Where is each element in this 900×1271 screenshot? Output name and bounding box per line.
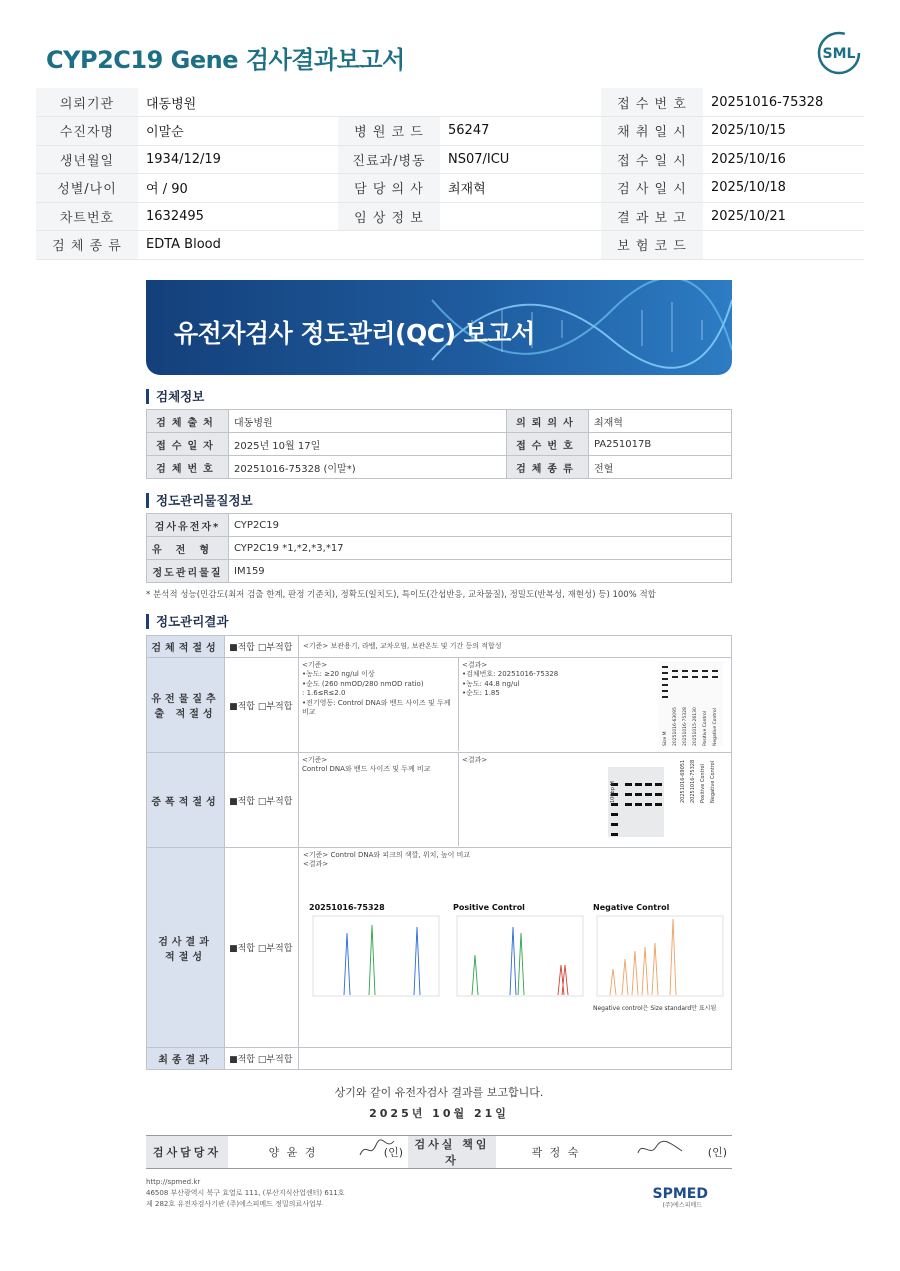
- patient-field-label: 접 수 번 호: [601, 88, 703, 117]
- gel-lane-label: 20251015-26130: [693, 707, 698, 746]
- footer: [146, 1177, 732, 1211]
- footer-registration: 제 282호 유전자검사기관 (주)에스피메드 정밀의료사업부: [146, 1200, 323, 1209]
- material-table: [146, 513, 732, 583]
- patient-field-label: 결 과 보 고: [601, 202, 703, 231]
- check-status: ■적합 □부적합: [225, 658, 299, 753]
- cell-label: 검체종류: [506, 456, 588, 479]
- epg-title: 20251016-75328: [309, 902, 385, 912]
- cell-label: 접수일자: [147, 433, 229, 456]
- patient-row: [36, 231, 864, 260]
- patient-row: [36, 88, 864, 117]
- epg-frame: [313, 916, 439, 996]
- patient-field-label: 임 상 정 보: [338, 202, 440, 231]
- epg-peak: [632, 951, 638, 995]
- patient-field-value: 2025/10/18: [703, 174, 864, 203]
- gel-band: [662, 672, 668, 674]
- patient-field-value: 여 / 90: [138, 174, 338, 203]
- row-label: 검사결과 적절성: [147, 848, 225, 1048]
- gel-band: [635, 783, 642, 786]
- epg-peak: [622, 959, 628, 995]
- cell-label: 검체출처: [147, 410, 229, 433]
- signature-scribble: [636, 1137, 686, 1159]
- gel-band: [702, 670, 708, 672]
- signature-table: [146, 1135, 732, 1169]
- row-label: 유전물질추출 적절성: [147, 658, 225, 753]
- head-name: 곽 정 숙: [496, 1136, 616, 1169]
- electropherogram-panels: [303, 870, 727, 1030]
- sml-logo: [816, 30, 862, 76]
- gel-band: [611, 833, 618, 836]
- footer-address: 46508 부산광역시 북구 효열로 111, (부산지식산업센터) 611호: [146, 1189, 345, 1198]
- gel-band: [635, 793, 642, 796]
- patient-field-label: 의뢰기관: [36, 88, 138, 117]
- patient-field-value: 2025/10/16: [703, 145, 864, 174]
- check-status: ■적합 □부적합: [225, 848, 299, 1048]
- patient-row: [36, 117, 864, 146]
- gel-band: [625, 793, 632, 796]
- patient-field-label: 차트번호: [36, 202, 138, 231]
- cell-label: 정도관리물질: [147, 560, 229, 583]
- cell-label: 접수번호: [506, 433, 588, 456]
- patient-row: [36, 174, 864, 203]
- patient-field-label: 채 취 일 시: [601, 117, 703, 146]
- patient-field-value: [703, 231, 864, 260]
- patient-field-label: 보 험 코 드: [601, 231, 703, 260]
- specimen-receipt: PA251017B: [588, 433, 731, 456]
- gel-band: [682, 676, 688, 678]
- gel-lane-label: 20251016-63095: [673, 707, 678, 746]
- patient-field-label: 접 수 일 시: [601, 145, 703, 174]
- gel-band: [655, 783, 662, 786]
- patient-field-label: 검 체 종 류: [36, 231, 138, 260]
- gel-band: [611, 823, 618, 826]
- gel-lane-label: 20251016-75328: [683, 707, 688, 746]
- results-table: [146, 635, 732, 1070]
- epg-peak: [518, 933, 524, 995]
- extraction-gel-image: [659, 658, 725, 751]
- epg-peak: [670, 919, 676, 995]
- report-title: CYP2C19 Gene 검사결과보고서: [46, 46, 405, 74]
- gel-band: [655, 793, 662, 796]
- spmed-logo: SPMED: [652, 1186, 708, 1202]
- specimen-table: [146, 409, 732, 479]
- patient-field-value: 1632495: [138, 202, 338, 231]
- patient-row: [36, 202, 864, 231]
- epg-peak: [369, 925, 375, 995]
- gel-band: [662, 666, 668, 668]
- statement-text: 상기와 같이 유전자검사 결과를 보고합니다.: [334, 1086, 544, 1099]
- specimen-date: 2025년 10월 17일: [229, 433, 507, 456]
- cell-label: 검사유전자*: [147, 514, 229, 537]
- material-genotype: CYP2C19 *1,*2,*3,*17: [229, 537, 732, 560]
- patient-field-value: 56247: [440, 117, 601, 146]
- epg-title: Positive Control: [453, 902, 525, 912]
- gel-band: [692, 676, 698, 678]
- cell-label: 검사담당자: [146, 1136, 228, 1169]
- gel-band: [692, 670, 698, 672]
- patient-info-table: [36, 88, 864, 260]
- criteria-text: <기준> 보관용기, 라벨, 교차오염, 보관온도 및 기간 등의 적합성: [299, 636, 732, 658]
- row-label: 증폭적절성: [147, 753, 225, 848]
- cell-label: 의뢰의사: [506, 410, 588, 433]
- cell-label: 검체번호: [147, 456, 229, 479]
- specimen-type: 전혈: [588, 456, 731, 479]
- gel-band: [662, 684, 668, 686]
- gel-band: [712, 676, 718, 678]
- qc-banner: [146, 280, 732, 375]
- signature-statement: [146, 1084, 732, 1121]
- epg-peak: [344, 933, 350, 995]
- qc-report: [146, 280, 732, 1211]
- patient-field-value: 20251016-75328: [703, 88, 864, 117]
- patient-field-value: 2025/10/21: [703, 202, 864, 231]
- cell-label: 검사실 책임자: [408, 1136, 496, 1169]
- gel-band: [611, 813, 618, 816]
- gel-band: [625, 803, 632, 806]
- seal-mark: (인): [383, 1146, 403, 1159]
- epg-peak: [610, 969, 616, 995]
- patient-field-value: 대동병원: [138, 88, 338, 117]
- patient-field-value: 최재혁: [440, 174, 601, 203]
- qc-banner-title: 유전자검사 정도관리(QC) 보고서: [174, 319, 535, 348]
- footer-url[interactable]: http://spmed.kr: [146, 1178, 201, 1186]
- patient-field-value: [440, 88, 601, 117]
- epg-frame: [597, 916, 723, 996]
- criteria-text: <기준> •농도: ≥20 ng/ul 이상 •순도 (260 nmOD/280 nmOD ratio) : 1.6≤R≤2.0 •전기영동: Control DNA와 밴드 사이즈 및 두께 비교: [299, 658, 459, 751]
- patient-field-label: [338, 88, 440, 117]
- patient-field-value: [440, 202, 601, 231]
- patient-field-label: 생년월일: [36, 145, 138, 174]
- patient-field-label: 담 당 의 사: [338, 174, 440, 203]
- patient-field-label: 수진자명: [36, 117, 138, 146]
- gel-band: [645, 803, 652, 806]
- row-label: 최종결과: [147, 1048, 225, 1070]
- gel-lane-label: 20251016-75328: [690, 759, 696, 803]
- patient-field-value: 2025/10/15: [703, 117, 864, 146]
- patient-row: [36, 145, 864, 174]
- criteria-text: <기준> Control DNA와 피크의 색깔, 위치, 높이 비교 <결과>: [303, 851, 471, 869]
- cell-label: 유전형: [147, 537, 229, 560]
- check-status: ■적합 □부적합: [225, 636, 299, 658]
- section-results: 정도관리결과: [146, 614, 732, 629]
- statement-date: 2025년 10월 21일: [369, 1107, 509, 1120]
- gel-band: [625, 783, 632, 786]
- patient-field-label: 성별/나이: [36, 174, 138, 203]
- gel-lane-label: 20251016-69051: [680, 759, 686, 803]
- epg-peak: [642, 947, 648, 995]
- gel-band: [662, 696, 668, 698]
- svg-text:SML: SML: [822, 46, 856, 62]
- patient-field-value: 이말순: [138, 117, 338, 146]
- material-gene: CYP2C19: [229, 514, 732, 537]
- specimen-doctor: 최재혁: [588, 410, 731, 433]
- gel-band: [702, 676, 708, 678]
- patient-field-label: 진료과/병동: [338, 145, 440, 174]
- material-note: * 분석적 성능(민감도(최저 검출 한계, 판정 기준치), 정확도(일치도), 특이도(간섭반응, 교차물질), 정밀도(반복성, 재현성) 등) 100% 적합: [146, 590, 656, 600]
- specimen-source: 대동병원: [229, 410, 507, 433]
- gel-band: [662, 678, 668, 680]
- patient-field-value: [440, 231, 601, 260]
- epg-peak: [652, 943, 658, 995]
- epg-title: Negative Control: [593, 902, 670, 912]
- epg-peak: [510, 927, 516, 995]
- patient-field-value: 1934/12/19: [138, 145, 338, 174]
- section-specimen: 검체정보: [146, 389, 732, 404]
- gel-band: [635, 803, 642, 806]
- result-text: <결과>: [462, 756, 488, 764]
- check-status: ■적합 □부적합: [225, 753, 299, 848]
- gel-band: [662, 690, 668, 692]
- patient-field-label: [338, 231, 440, 260]
- gel-lane-label: 100bp M: [610, 781, 616, 803]
- section-material: 정도관리물질정보: [146, 493, 732, 508]
- patient-field-value: EDTA Blood: [138, 231, 338, 260]
- check-status: ■적합 □부적합: [225, 1048, 299, 1070]
- gel-band: [645, 793, 652, 796]
- gel-band: [712, 670, 718, 672]
- gel-band: [645, 783, 652, 786]
- epg-peak: [414, 927, 420, 995]
- seal-mark: (인): [707, 1146, 727, 1159]
- gel-lane-label: Negative Control: [713, 708, 718, 746]
- material-id: IM159: [229, 560, 732, 583]
- gel-band: [672, 670, 678, 672]
- result-text: <결과> •검체번호: 20251016-75328 •농도: 44.8 ng/ul •순도: 1.85: [462, 661, 559, 698]
- patient-field-label: 병 원 코 드: [338, 117, 440, 146]
- gel-lane-label: Negative Control: [710, 760, 716, 803]
- row-label: 검체적절성: [147, 636, 225, 658]
- epg-note: Negative control은 Size standard만 표시됨: [593, 1004, 717, 1012]
- gel-lane-label: Positive Control: [700, 764, 706, 803]
- gel-band: [682, 670, 688, 672]
- spmed-logo-sub: (주)에스피메드: [662, 1202, 702, 1209]
- amplification-gel-image: [604, 753, 724, 846]
- patient-field-label: 검 사 일 시: [601, 174, 703, 203]
- criteria-text: <기준> Control DNA와 밴드 사이즈 및 두께 비교: [299, 753, 459, 846]
- gel-band: [655, 803, 662, 806]
- tech-name: 양 윤 경: [228, 1136, 358, 1169]
- gel-band: [672, 676, 678, 678]
- patient-field-value: NS07/ICU: [440, 145, 601, 174]
- specimen-number: 20251016-75328 (이말*): [229, 456, 507, 479]
- gel-lane-label: Size M: [663, 731, 668, 746]
- signature-scribble: [358, 1137, 398, 1159]
- epg-peak: [472, 955, 478, 995]
- gel-lane-label: Positive Control: [703, 710, 708, 746]
